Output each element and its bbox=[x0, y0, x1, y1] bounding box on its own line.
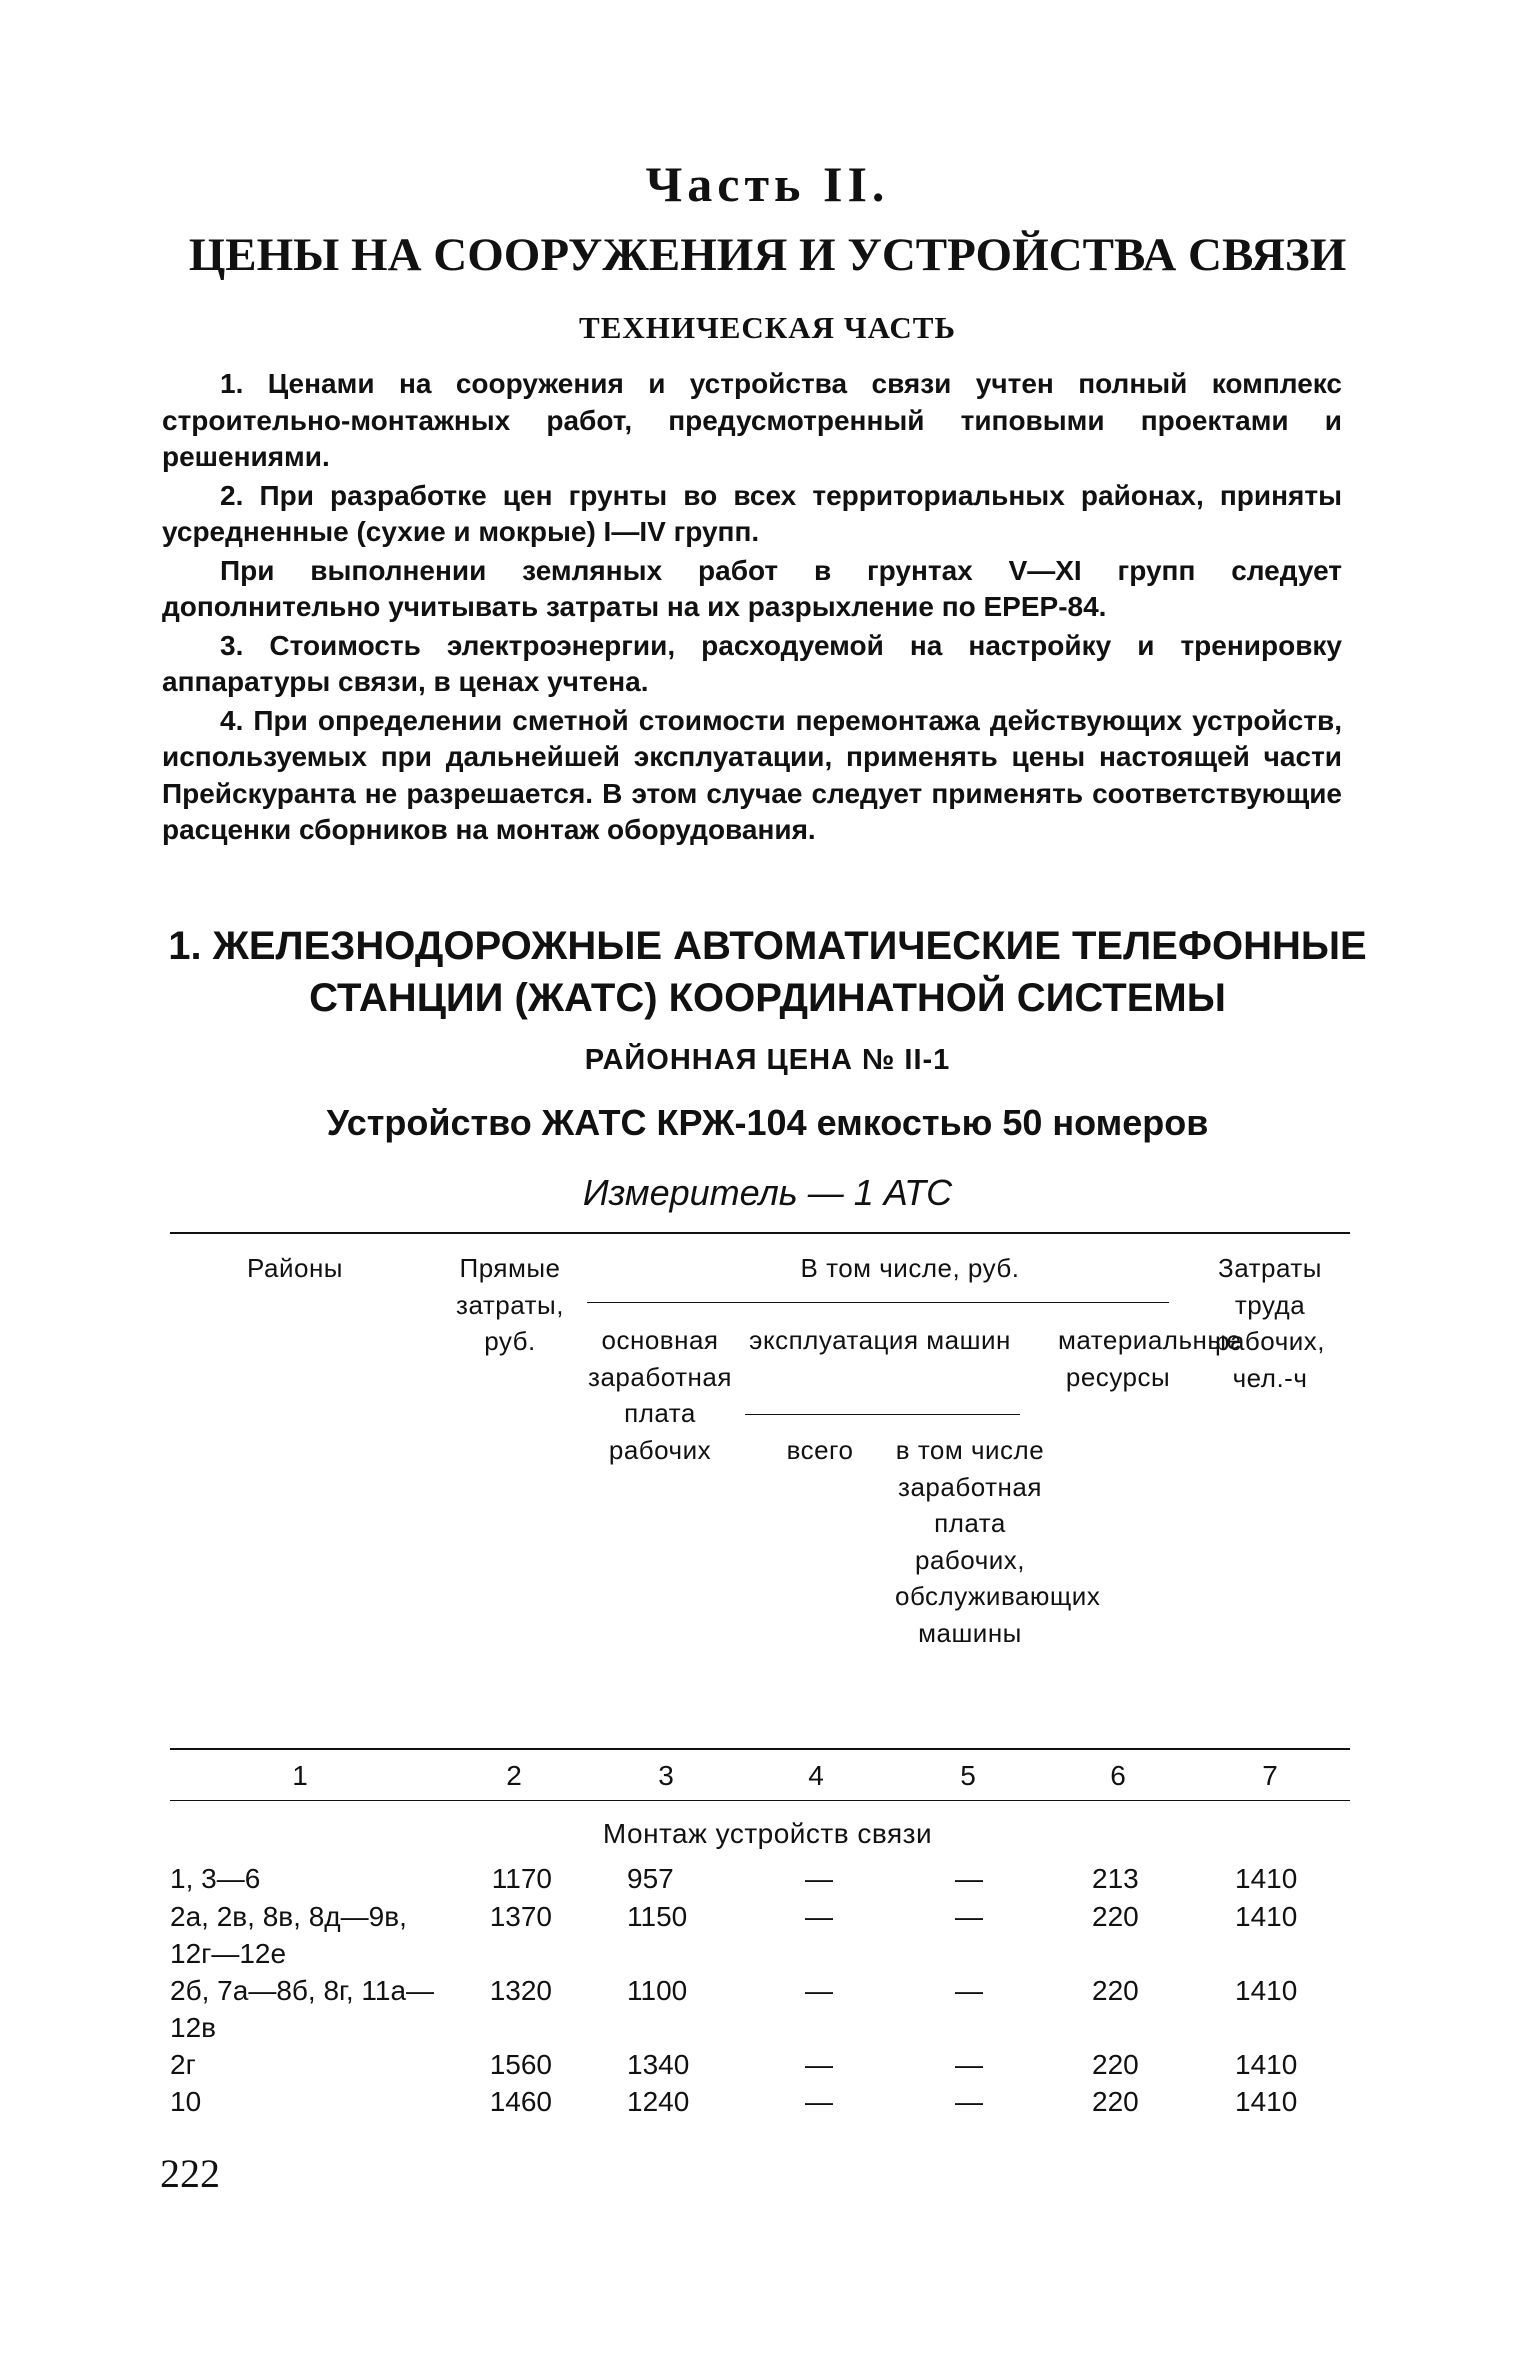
cell-wage: 1240 bbox=[627, 2086, 690, 2117]
column-number: 2 bbox=[506, 1760, 522, 1791]
numbers-bottom-rule bbox=[170, 1800, 1350, 1801]
column-number: 5 bbox=[960, 1760, 976, 1791]
cell-materials: 220 bbox=[1092, 2086, 1139, 2117]
paragraph: 3. Стоимость электроэнергии, расходуемой на настройку и тренировку аппаратуры связи, в ценах учтена. bbox=[162, 629, 1342, 697]
cell-labor: 1410 bbox=[1235, 1901, 1298, 1932]
cell-machines: — bbox=[805, 2086, 833, 2117]
paragraph: 4. При определении сметной стоимости перемонтажа действующих устройств, используемых при дальнейшей эксплуатации, применять цены настоящей части Прейскуранта не разрешается. В этом случае следует применять соответствующие расценки сборников на монтаж оборудования. bbox=[162, 704, 1342, 845]
table-row bbox=[0, 2083, 1535, 2121]
cell-direct: 1460 bbox=[489, 2086, 552, 2117]
cell-wage: 957 bbox=[627, 1863, 674, 1894]
machine-rule bbox=[745, 1414, 1020, 1415]
table-top-rule bbox=[170, 1232, 1350, 1234]
column-number: 7 bbox=[1262, 1760, 1278, 1791]
cell-region: 2б, 7а—8б, 8г, 11а—12в bbox=[170, 1975, 435, 2043]
header-labor: Затраты труда рабочих, чел.-ч bbox=[1215, 1253, 1325, 1393]
section-title-line: 1. ЖЕЛЕЗНОДОРОЖНЫЕ АВТОМАТИЧЕСКИЕ ТЕЛЕФОННЫЕ bbox=[168, 924, 1367, 968]
cell-wage: 1150 bbox=[627, 1901, 688, 1932]
cell-direct: 1320 bbox=[489, 1975, 552, 2006]
paragraph: 1. Ценами на сооружения и устройства связи учтен полный комплекс строительно-монтажных работ, предусмотренный типовыми проектами и решениями. bbox=[162, 368, 1342, 472]
device-title: Устройство ЖАТС КРЖ-104 емкостью 50 номеров bbox=[326, 1102, 1209, 1143]
cell-machine-wage: — bbox=[955, 2086, 983, 2117]
cell-materials: 220 bbox=[1092, 2049, 1139, 2080]
cell-direct: 1370 bbox=[489, 1901, 552, 1932]
paragraph: 2. При разработке цен грунты во всех территориальных районах, приняты усредненные (сухие и мокрые) I—IV групп. bbox=[162, 479, 1342, 547]
section-title bbox=[0, 920, 1535, 1024]
header-including: В том числе, руб. bbox=[800, 1253, 1020, 1283]
column-number: 3 bbox=[658, 1760, 674, 1791]
table-row bbox=[0, 1972, 1535, 2043]
header-machine-total: всего bbox=[786, 1435, 854, 1465]
cell-machines: — bbox=[805, 1975, 833, 2006]
main-title: ЦЕНЫ НА СООРУЖЕНИЯ И УСТРОЙСТВА СВЯЗИ bbox=[188, 229, 1347, 281]
cell-machine-wage: — bbox=[955, 1975, 983, 2006]
cell-materials: 220 bbox=[1092, 1975, 1139, 2006]
part-title: Часть II. bbox=[645, 156, 890, 212]
column-number: 1 bbox=[292, 1760, 308, 1791]
cell-labor: 1410 bbox=[1235, 2049, 1298, 2080]
cell-materials: 213 bbox=[1092, 1863, 1139, 1894]
header-bottom-rule bbox=[170, 1748, 1350, 1750]
column-number: 4 bbox=[808, 1760, 824, 1791]
meter-unit: Измеритель — 1 АТС bbox=[582, 1172, 953, 1213]
paragraph: При выполнении земляных работ в грунтах V—XI групп следует дополнительно учитывать затраты на их разрыхление по ЕРЕР-84. bbox=[162, 554, 1342, 622]
cell-direct: 1560 bbox=[489, 2049, 552, 2080]
cell-wage: 1100 bbox=[627, 1975, 688, 2006]
cell-labor: 1410 bbox=[1235, 2086, 1298, 2117]
cell-machines: — bbox=[805, 2049, 833, 2080]
cell-labor: 1410 bbox=[1235, 1975, 1298, 2006]
including-rule bbox=[587, 1302, 1169, 1303]
header-direct-costs: Прямые затраты, руб. bbox=[456, 1253, 564, 1356]
column-number: 6 bbox=[1110, 1760, 1126, 1791]
price-number: РАЙОННАЯ ЦЕНА № II-1 bbox=[584, 1044, 951, 1076]
table-subheading: Монтаж устройств связи bbox=[602, 1818, 933, 1849]
section-title-line: СТАНЦИИ (ЖАТС) КООРДИНАТНОЙ СИСТЕМЫ bbox=[309, 976, 1226, 1020]
cell-machine-wage: — bbox=[955, 1901, 983, 1932]
technical-text bbox=[162, 366, 1342, 851]
cell-region: 1, 3—6 bbox=[170, 1863, 261, 1894]
table-row bbox=[0, 1860, 1535, 1898]
cell-region: 2а, 2в, 8в, 8д—9в, 12г—12е bbox=[170, 1901, 407, 1969]
technical-part-title: ТЕХНИЧЕСКАЯ ЧАСТЬ bbox=[579, 310, 956, 345]
cell-machine-wage: — bbox=[955, 1863, 983, 1894]
header-machine-wage: в том числе заработная плата рабочих, обслуживающих машины bbox=[895, 1435, 1101, 1648]
page-number: 222 bbox=[160, 2151, 220, 2196]
table-row bbox=[0, 2046, 1535, 2084]
cell-region: 2г bbox=[170, 2049, 196, 2080]
cell-machine-wage: — bbox=[955, 2049, 983, 2080]
cell-labor: 1410 bbox=[1235, 1863, 1298, 1894]
cell-direct: 1170 bbox=[491, 1863, 552, 1894]
header-regions: Районы bbox=[247, 1253, 343, 1283]
header-machine-operation: эксплуатация машин bbox=[749, 1325, 1011, 1355]
header-base-wage: основная заработная плата рабочих bbox=[588, 1325, 732, 1465]
cell-machines: — bbox=[805, 1863, 833, 1894]
cell-materials: 220 bbox=[1092, 1901, 1139, 1932]
table-row bbox=[0, 1898, 1535, 1969]
header-materials: материальные ресурсы bbox=[1058, 1325, 1242, 1392]
cell-region: 10 bbox=[170, 2086, 202, 2117]
cell-wage: 1340 bbox=[627, 2049, 690, 2080]
cell-machines: — bbox=[805, 1901, 833, 1932]
